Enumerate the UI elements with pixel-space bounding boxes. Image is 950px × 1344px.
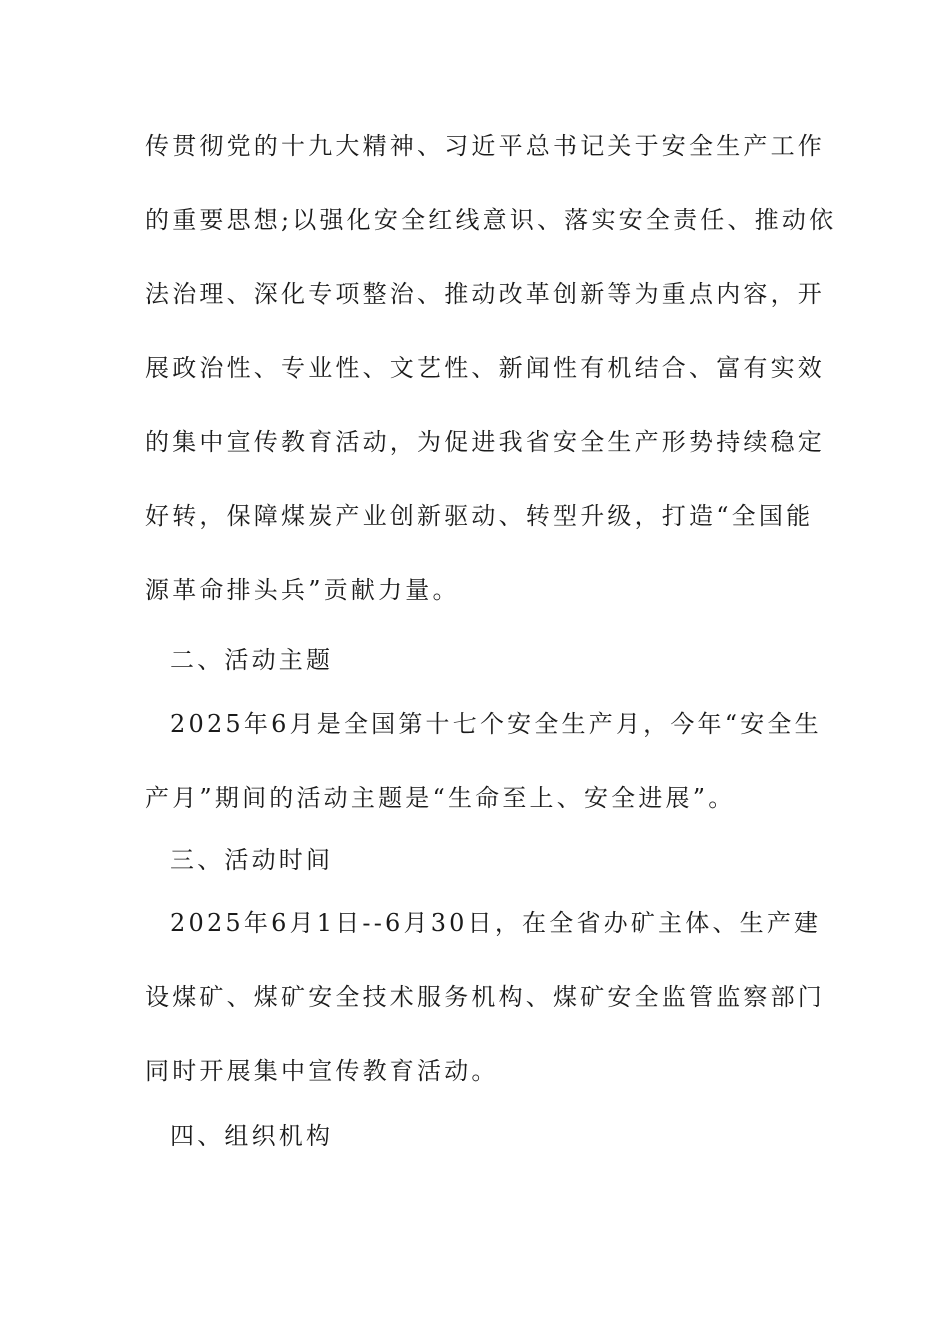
paragraph-line: 产月”期间的活动主题是“生命至上、安全进展”。 xyxy=(145,784,736,812)
paragraph-line: 的重要思想;以强化安全红线意识、落实安全责任、推动依 xyxy=(145,206,837,234)
paragraph-line: 法治理、深化专项整治、推动改革创新等为重点内容，开 xyxy=(145,280,825,308)
section-heading-time: 三、活动时间 xyxy=(170,846,334,874)
paragraph-line: 2025年6月1日--6月30日，在全省办矿主体、生产建 xyxy=(170,909,822,937)
section-heading-organization: 四、组织机构 xyxy=(170,1122,334,1150)
paragraph-line: 源革命排头兵”贡献力量。 xyxy=(145,576,460,604)
paragraph-line: 展政治性、专业性、文艺性、新闻性有机结合、富有实效 xyxy=(145,354,825,382)
paragraph-line: 设煤矿、煤矿安全技术服务机构、煤矿安全监管监察部门 xyxy=(145,983,825,1011)
paragraph-line: 2025年6月是全国第十七个安全生产月，今年“安全生 xyxy=(170,710,822,738)
paragraph-line: 的集中宣传教育活动，为促进我省安全生产形势持续稳定 xyxy=(145,428,825,456)
paragraph-line: 好转，保障煤炭产业创新驱动、转型升级，打造“全国能 xyxy=(145,502,814,530)
paragraph-line: 传贯彻党的十九大精神、习近平总书记关于安全生产工作 xyxy=(145,132,825,160)
section-heading-theme: 二、活动主题 xyxy=(170,646,334,674)
paragraph-line: 同时开展集中宣传教育活动。 xyxy=(145,1057,499,1085)
